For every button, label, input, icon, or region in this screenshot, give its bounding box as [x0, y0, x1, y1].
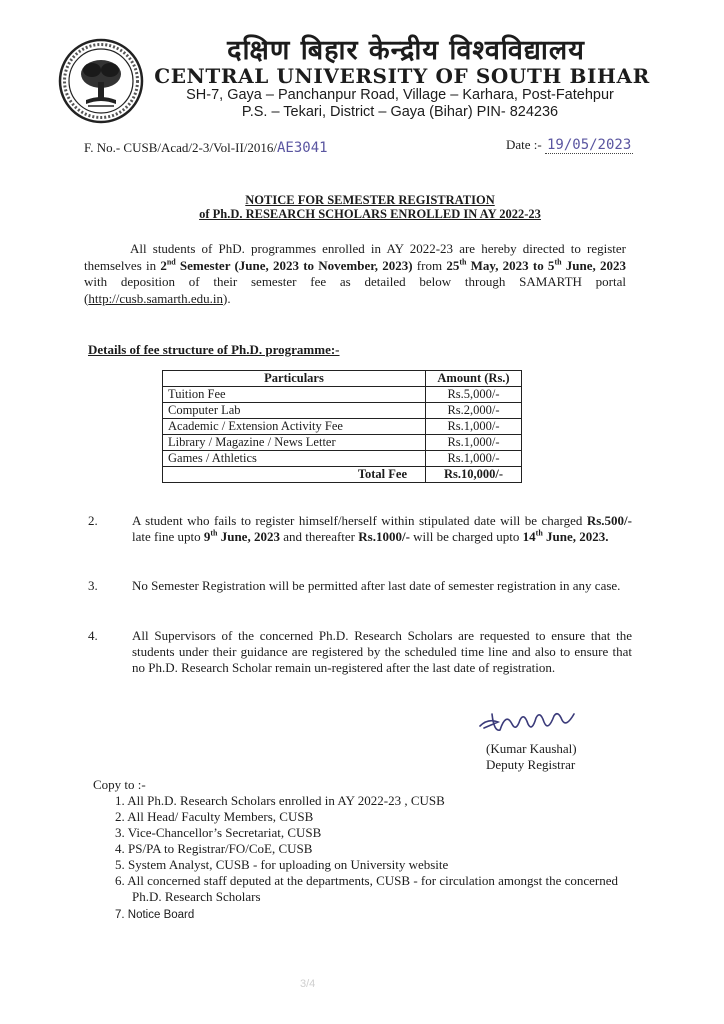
list-item: 3. Vice-Chancellor’s Secretariat, CUSB — [115, 825, 322, 840]
point-text-part: A student who fails to register himself/herself within stipulated date will be charged — [132, 513, 587, 528]
fee-amount: Rs.1,000/- — [426, 419, 522, 435]
point-2 — [84, 513, 632, 545]
table-row — [163, 387, 522, 403]
point-sup: th — [535, 528, 543, 538]
list-item: 1. All Ph.D. Research Scholars enrolled in AY 2022-23 , CUSB — [115, 793, 445, 808]
main-paragraph — [84, 241, 626, 307]
point-text-part: will be charged upto — [409, 529, 523, 544]
table-row — [163, 419, 522, 435]
university-logo-icon — [58, 38, 144, 124]
signature-icon — [478, 704, 578, 740]
fee-amount: Rs.5,000/- — [426, 387, 522, 403]
point-text-part: late fine upto — [132, 529, 204, 544]
para-text: ). — [223, 290, 231, 306]
fee-particular: Games / Athletics — [163, 451, 426, 467]
notice-date — [506, 137, 633, 153]
file-number — [84, 140, 328, 156]
fee-particular: Computer Lab — [163, 403, 426, 419]
total-fee-label: Total Fee — [163, 467, 426, 483]
point-bold: Rs.500/- — [586, 513, 632, 528]
col-particulars: Particulars — [163, 371, 426, 387]
point-sup: th — [210, 528, 218, 538]
list-item: 5. System Analyst, CUSB - for uploading on University website — [115, 857, 449, 872]
fee-structure-heading: Details of fee structure of Ph.D. programme:- — [88, 342, 340, 357]
para-sup: nd — [166, 257, 176, 267]
point-bold: June, 2023 — [217, 529, 280, 544]
total-fee-amount: Rs.10,000/- — [426, 467, 522, 483]
file-number-prefix: F. No.- CUSB/Acad/2-3/Vol-II/2016/ — [84, 140, 277, 155]
table-row — [163, 435, 522, 451]
list-item: 6. All concerned staff deputed at the departments, CUSB - for circulation amongst the concerned Ph.D. Research Scholars — [115, 873, 618, 904]
fee-amount: Rs.1,000/- — [426, 451, 522, 467]
point-bold: Rs.1000/- — [358, 529, 410, 544]
copy-to-label: Copy to :- — [93, 777, 146, 792]
date-handwritten: 19/05/2023 — [546, 137, 632, 153]
file-number-handwritten: AE3041 — [277, 140, 328, 156]
fee-particular: Academic / Extension Activity Fee — [163, 419, 426, 435]
fee-particular: Tuition Fee — [163, 387, 426, 403]
point-number: 2. — [88, 513, 98, 528]
point-bold: 9 — [203, 529, 211, 544]
fee-particular: Library / Magazine / News Letter — [163, 435, 426, 451]
col-amount: Amount (Rs.) — [426, 371, 522, 387]
signatory-name: (Kumar Kaushal) — [486, 741, 577, 756]
point-4 — [84, 628, 632, 676]
table-row — [163, 403, 522, 419]
copy-to-list — [115, 793, 630, 923]
para-bold: 2 — [160, 257, 167, 273]
point-text-part: and thereafter — [279, 529, 359, 544]
para-sup: th — [554, 257, 562, 267]
fee-table — [162, 370, 522, 483]
fee-amount: Rs.2,000/- — [426, 403, 522, 419]
point-text: All Supervisors of the concerned Ph.D. Research Scholars are requested to ensure that the students under their guidance are registered by the scheduled time line and also to ensure that no Ph.D. Research Scholar remain un-registered after the last date of registration. — [132, 628, 632, 675]
address-line-1: SH-7, Gaya – Panchanpur Road, Village – Karhara, Post-Fatehpur — [186, 87, 614, 103]
list-item: 2. All Head/ Faculty Members, CUSB — [115, 809, 314, 824]
point-number: 4. — [88, 628, 98, 643]
point-text: No Semester Registration will be permitted after last date of semester registration in any case. — [132, 578, 621, 593]
university-name-english: CENTRAL UNIVERSITY OF SOUTH BIHAR — [154, 64, 650, 88]
para-bold: Semester (June, 2023 to November, 2023) — [175, 257, 413, 273]
signatory-designation: Deputy Registrar — [486, 757, 576, 772]
para-bold: 25 — [446, 257, 460, 273]
point-bold: 14 — [522, 529, 536, 544]
notice-title-line-2: of Ph.D. RESEARCH SCHOLARS ENROLLED IN AY 2022-23 — [199, 207, 541, 221]
para-text: with deposition of their semester fee as detailed below through SAMARTH portal ( — [84, 274, 626, 306]
university-name-hindi: दक्षिण बिहार केन्द्रीय विश्वविद्यालय — [227, 35, 585, 66]
date-label: Date :- — [506, 137, 545, 152]
notice-title-line-1: NOTICE FOR SEMESTER REGISTRATION — [245, 193, 495, 207]
faint-page-mark: 3/4 — [300, 978, 316, 990]
point-bold: June, 2023. — [542, 529, 609, 544]
list-item: 4. PS/PA to Registrar/FO/CoE, CUSB — [115, 841, 313, 856]
para-text: All students of PhD. programmes enrolled in AY 2022-23 are hereby directed to register themselves in — [84, 241, 626, 273]
fee-amount: Rs.1,000/- — [426, 435, 522, 451]
point-number: 3. — [88, 578, 98, 593]
table-row — [163, 451, 522, 467]
samarth-portal-link: http://cusb.samarth.edu.in — [88, 290, 224, 306]
address-line-2: P.S. – Tekari, District – Gaya (Bihar) PIN- 824236 — [241, 104, 559, 120]
fee-total-row — [163, 467, 522, 483]
para-text: from — [412, 257, 447, 273]
point-3 — [84, 578, 632, 594]
list-item: 7. Notice Board — [115, 909, 195, 921]
point-text — [132, 513, 632, 545]
para-bold: May, 2023 to 5 — [466, 257, 555, 273]
fee-table-header — [163, 371, 522, 387]
para-sup: th — [459, 257, 467, 267]
para-bold: June, 2023 — [561, 257, 626, 273]
